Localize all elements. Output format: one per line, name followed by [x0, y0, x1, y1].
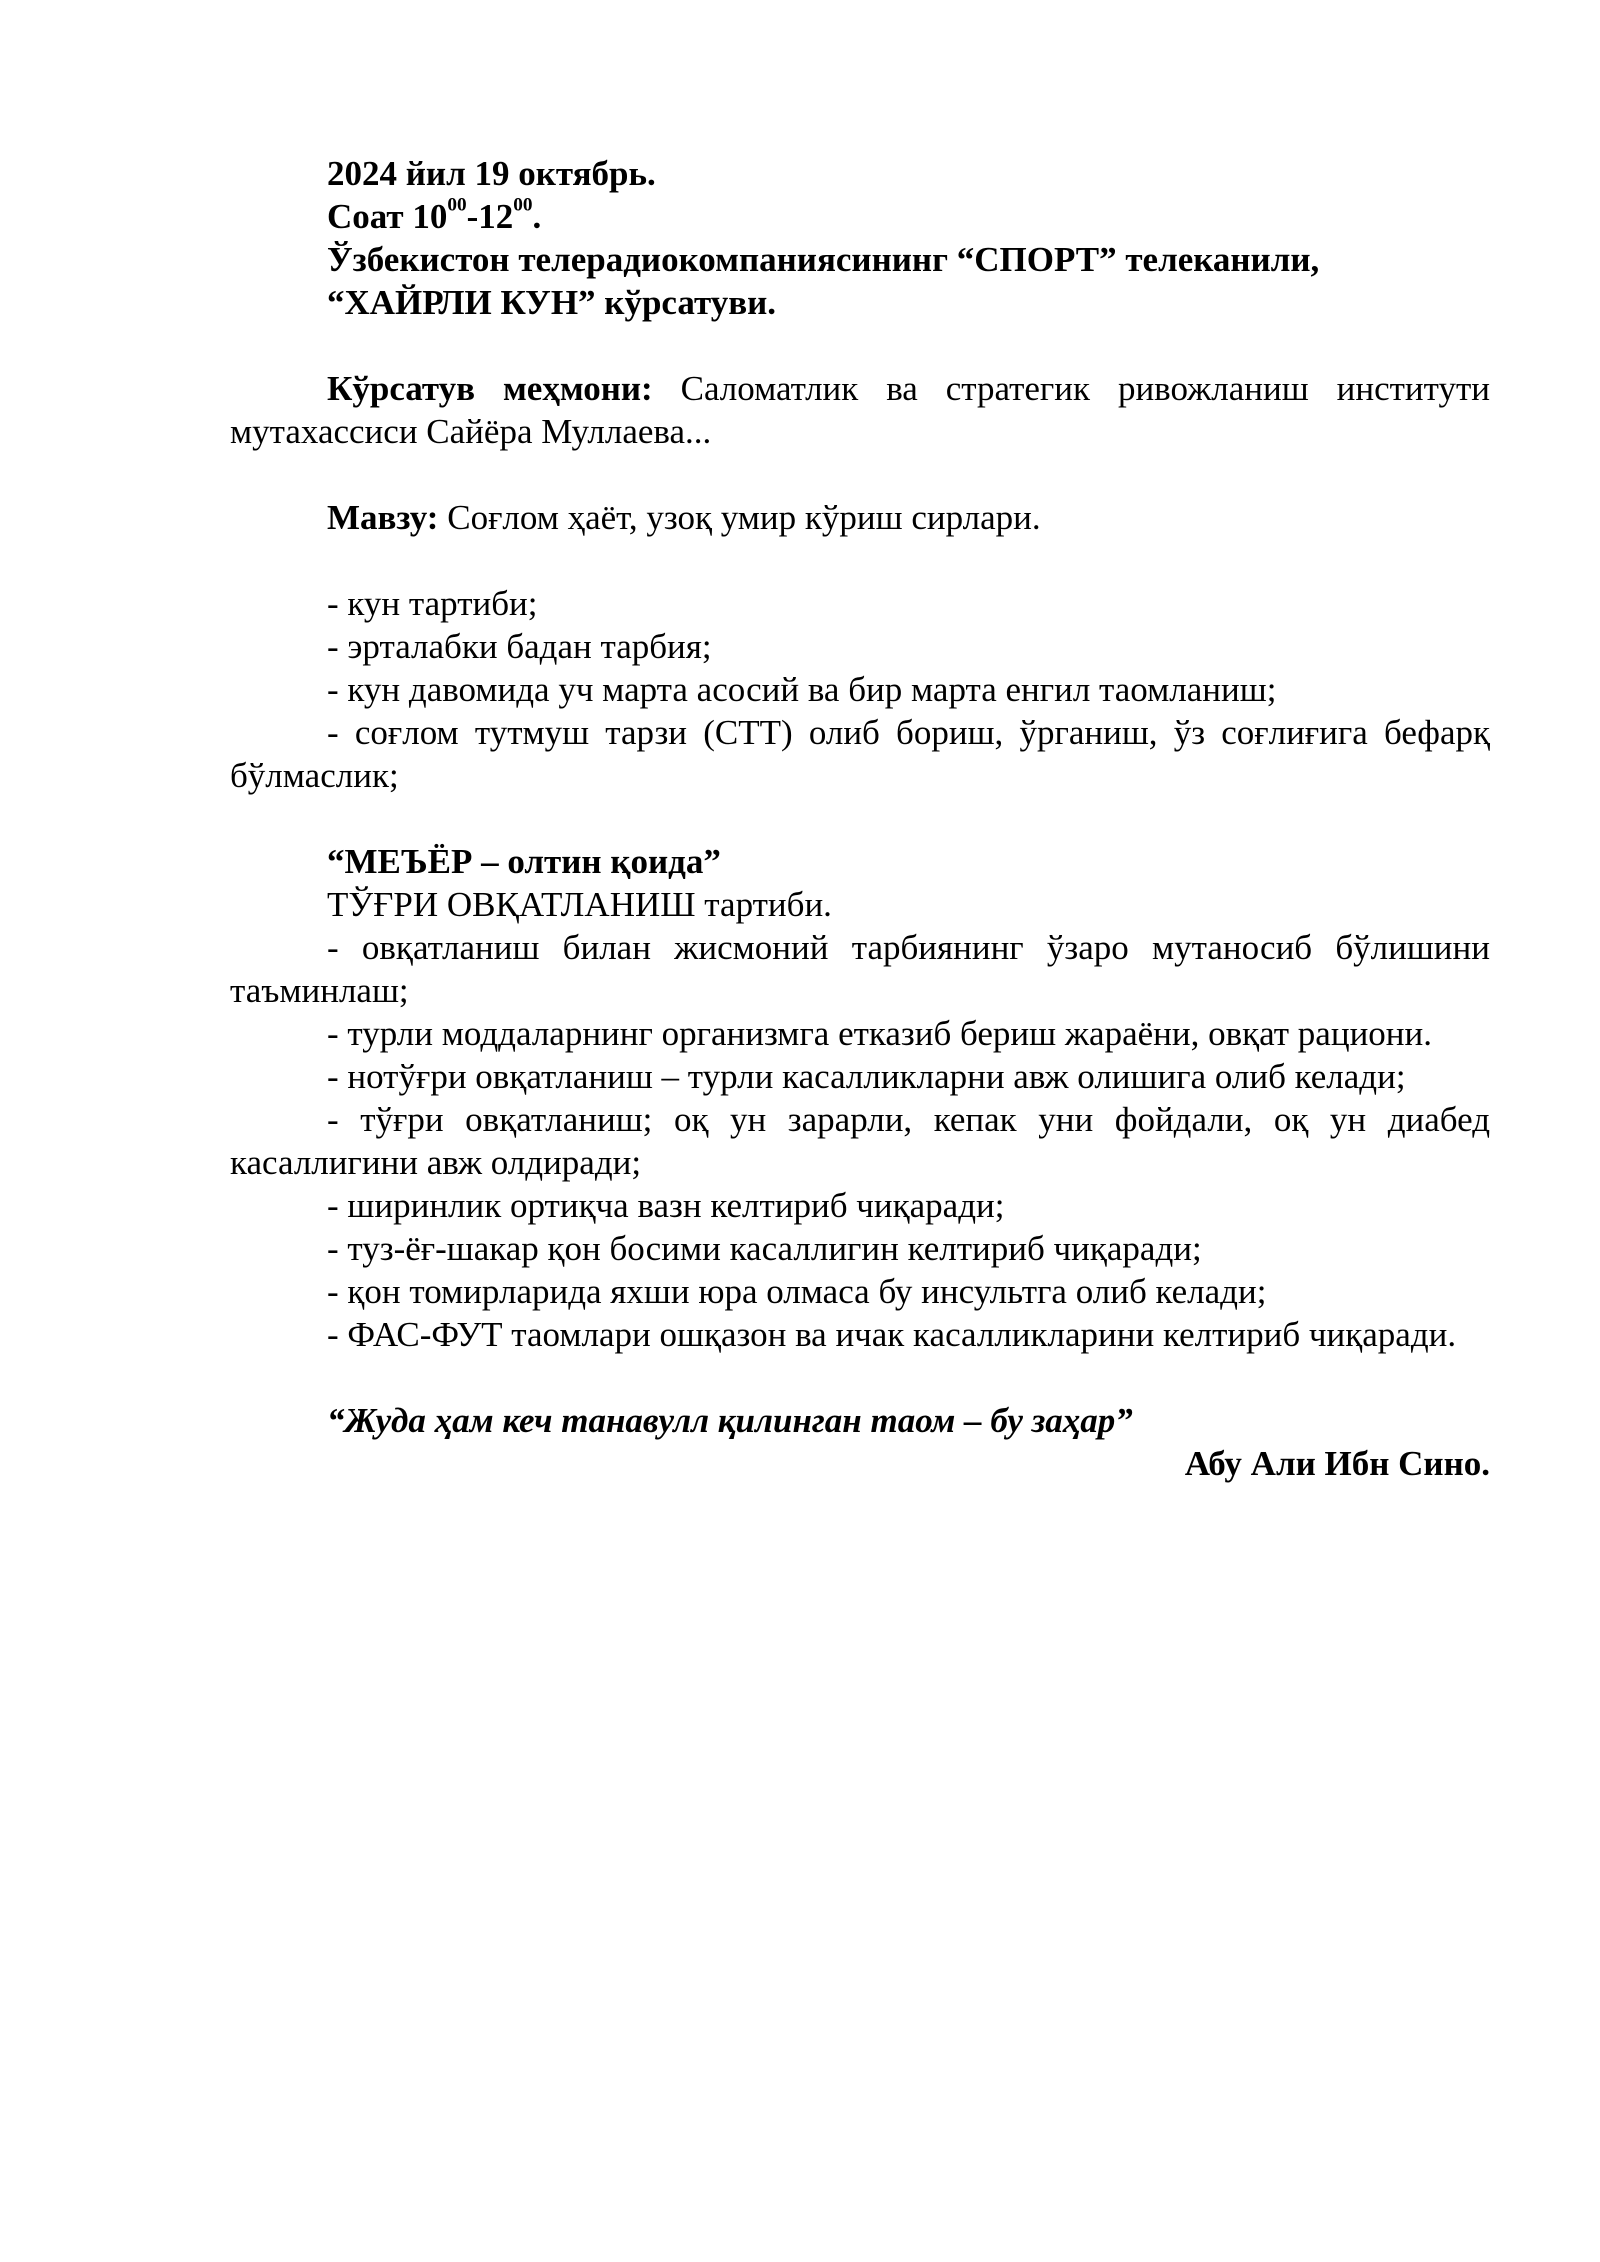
topic-label: Мавзу:	[327, 498, 439, 537]
list-item: - ФАС-ФУТ таомлари ошқазон ва ичак касалликларини келтириб чиқаради.	[327, 1315, 1457, 1354]
list-item: - қон томирларида яхши юра олмаса бу инсультга олиб келади;	[327, 1272, 1267, 1311]
guest-paragraph	[230, 367, 1490, 453]
topic-text: Соғлом ҳаёт, узоқ умир кўриш сирлари.	[438, 498, 1041, 537]
time-prefix: Соат 10	[327, 197, 448, 236]
time-start-superscript: 00	[447, 194, 467, 216]
list-item: - нотўғри овқатланиш – турли касалликларни авж олишига олиб келади;	[327, 1057, 1406, 1096]
spacer	[230, 324, 1490, 367]
spacer	[230, 539, 1490, 582]
quote-text: “Жуда ҳам кеч танавулл қилинган таом – бу заҳар”	[327, 1401, 1133, 1440]
guest-label: Кўрсатув меҳмони:	[327, 369, 653, 408]
list-item: - кун тартиби;	[327, 584, 538, 623]
time-end-superscript: 00	[513, 194, 533, 216]
topic-paragraph	[230, 496, 1490, 539]
list-item: - тўғри овқатланиш; оқ ун зарарли, кепак уни фойдали, оқ ун диабед касаллигини авж олдиради;	[230, 1100, 1490, 1182]
spacer	[230, 797, 1490, 840]
guest-text: Саломатлик ва стратегик ривожланиш институти мутахассиси Сайёра Муллаева...	[230, 369, 1490, 451]
header-time	[230, 195, 1490, 238]
list-item: - туз-ёғ-шакар қон босими касаллигин келтириб чиқаради;	[327, 1229, 1202, 1268]
time-mid: -12	[466, 197, 514, 236]
list-item: - кун давомида уч марта асосий ва бир марта енгил таомланиш;	[327, 670, 1277, 709]
quote-author: Абу Али Ибн Сино.	[1184, 1444, 1490, 1483]
header-program: “ХАЙРЛИ КУН” кўрсатуви.	[327, 283, 777, 322]
document-body	[230, 152, 1490, 1485]
spacer	[230, 1356, 1490, 1399]
section-subtitle: ТЎҒРИ ОВҚАТЛАНИШ тартиби.	[327, 885, 832, 924]
header-date: 2024 йил 19 октябрь.	[327, 154, 656, 193]
list-item: - соғлом тутмуш тарзи (СТТ) олиб бориш, ўрганиш, ўз соғлиғига бефарқ бўлмаслик;	[230, 713, 1490, 795]
spacer	[230, 453, 1490, 496]
time-suffix: .	[532, 197, 542, 236]
list-item: - эрталабки бадан тарбия;	[327, 627, 712, 666]
list-item: - ширинлик ортиқча вазн келтириб чиқаради;	[327, 1186, 1005, 1225]
section-title: “МЕЪЁР – олтин қоида”	[327, 842, 721, 881]
list-item: - овқатланиш билан жисмоний тарбиянинг ўзаро мутаносиб бўлишини таъминлаш;	[230, 928, 1490, 1010]
header-channel: Ўзбекистон телерадиокомпаниясининг “СПОРТ” телеканили,	[327, 240, 1320, 279]
list-item: - турли моддаларнинг организмга етказиб бериш жараёни, овқат рациони.	[327, 1014, 1433, 1053]
